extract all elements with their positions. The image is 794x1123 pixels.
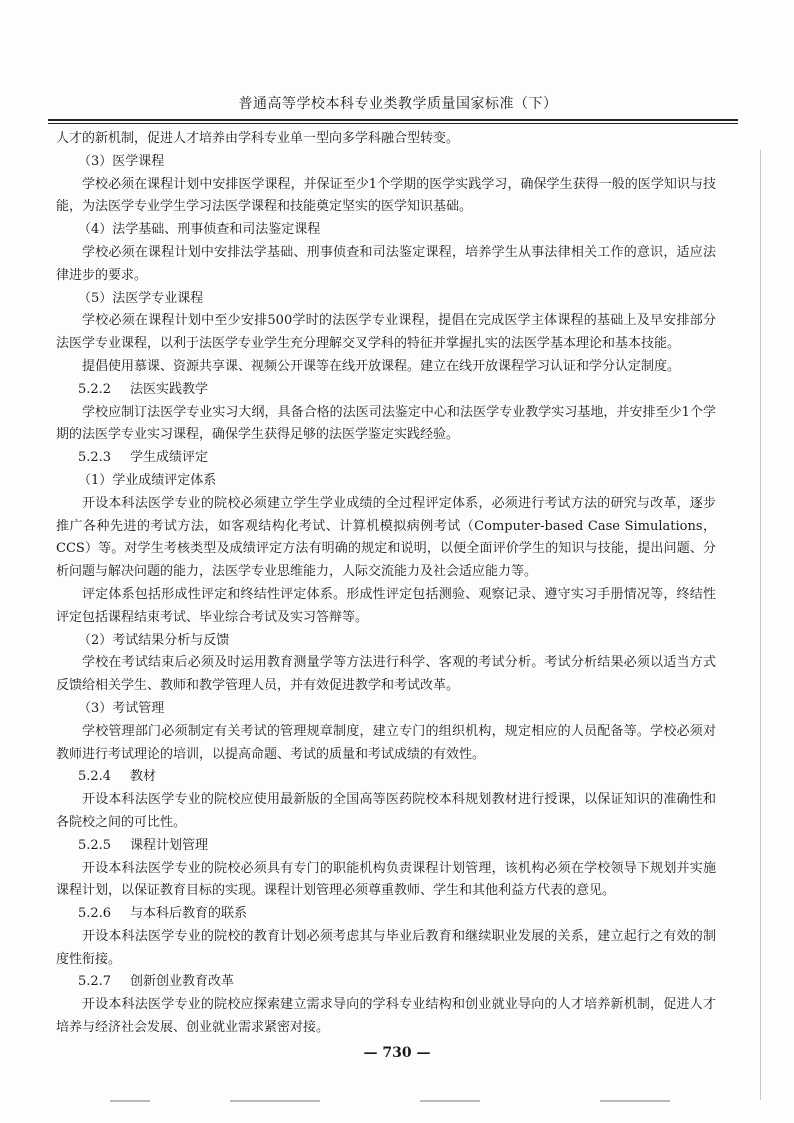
scan-speck (600, 1100, 670, 1102)
section-number: 5.2.2 (78, 381, 112, 397)
section-title: 创新创业教育改革 (130, 974, 235, 990)
section-number: 5.2.7 (78, 974, 112, 990)
section-heading (56, 835, 716, 858)
paragraph: 人才的新机制，促进人才培养由学科专业单一型向多学科融合型转变。 (56, 131, 460, 146)
paragraph: 开设本科法医学专业的院校的教育计划必须考虑其与毕业后教育和继续职业发展的关系，建立起行之有效的制度性衔接。 (56, 928, 716, 967)
section-title: 与本科后教育的联系 (130, 906, 248, 922)
section-heading (56, 766, 716, 789)
paragraph: 学校必须在课程计划中至少安排500学时的法医学专业课程，提倡在完成医学主体课程的基础上及早安排部分法医学专业课程，以利于法医学专业学生充分理解交叉学科的特征并掌握扎实的法医学基本理论和基本技能。 (56, 313, 716, 352)
paragraph: 学校在考试结束后必须及时运用教育测量学等方法进行科学、客观的考试分析。考试分析结果必须以适当方式反馈给相关学生、教师和教学管理人员，并有效促进教学和考试改革。 (56, 655, 716, 694)
scan-speck (230, 1100, 320, 1102)
section-number: 5.2.3 (78, 450, 112, 466)
body-text (56, 128, 716, 1040)
subsection-heading: （3）考试管理 (78, 700, 165, 716)
paragraph: 开设本科法医学专业的院校必须具有专门的职能机构负责课程计划管理，该机构必须在学校领导下规划并实施课程计划，以保证教育目标的实现。课程计划管理必须尊重教师、学生和其他利益方代表的意见。 (56, 860, 716, 899)
subsection-heading: （3）医学课程 (78, 153, 165, 169)
page-number: — 730 — (363, 1045, 431, 1061)
subsection-heading: （5）法医学专业课程 (78, 290, 204, 306)
section-heading (56, 903, 716, 926)
scan-edge-line (760, 150, 761, 1100)
subsection-heading: （4）法学基础、刑事侦查和司法鉴定课程 (78, 222, 321, 238)
scan-speck (420, 1100, 480, 1102)
section-title: 法医实践教学 (130, 381, 209, 397)
subsection-heading: （1）学业成绩评定体系 (78, 472, 217, 488)
paragraph: 学校必须在课程计划中安排法学基础、刑事侦查和司法鉴定课程，培养学生从事法律相关工作的意识，适应法律进步的要求。 (56, 244, 716, 283)
section-heading (56, 379, 716, 402)
subsection-heading: （2）考试结果分析与反馈 (78, 632, 230, 648)
header-rule (48, 119, 738, 121)
section-title: 学生成绩评定 (130, 450, 209, 466)
section-number: 5.2.4 (78, 769, 112, 785)
paragraph: 学校管理部门必须制定有关考试的管理规章制度，建立专门的组织机构，规定相应的人员配备等。学校必须对教师进行考试理论的培训，以提高命题、考试的质量和考试成绩的有效性。 (56, 723, 716, 762)
paragraph: 提倡使用慕课、资源共享课、视频公开课等在线开放课程。建立在线开放课程学习认证和学分认定制度。 (82, 358, 681, 374)
paragraph: 开设本科法医学专业的院校必须建立学生学业成绩的全过程评定体系，必须进行考试方法的研究与改革，逐步推广各种先进的考试方法，如客观结构化考试、计算机模拟病例考试（Computer-based Case Simulations，CCS）等。对学生考核类型及成绩评定方法有明确的规定和说明，以便全面评价学生的知识与技能，提出问题、分析问题与解决问题的能力，法医学专业思维能力，人际交流能力及社会适应能力等。 (56, 495, 716, 580)
section-heading (56, 447, 716, 470)
paragraph: 开设本科法医学专业的院校应使用最新版的全国高等医药院校本科规划教材进行授课，以保证知识的准确性和各院校之间的可比性。 (56, 792, 716, 830)
paragraph: 评定体系包括形成性评定和终结性评定体系。形成性评定包括测验、观察记录、遵守实习手册情况等，终结性评定包括课程结束考试、毕业综合考试及实习答辩等。 (56, 586, 716, 625)
section-title: 课程计划管理 (130, 837, 209, 853)
header-rule-thin (48, 123, 738, 124)
running-header: 普通高等学校本科专业类教学质量国家标准（下） (238, 96, 558, 112)
paragraph: 学校应制订法医学专业实习大纲，具备合格的法医司法鉴定中心和法医学专业教学实习基地，并安排至少1个学期的法医学专业实习课程，确保学生获得足够的法医学鉴定实践经验。 (56, 404, 716, 443)
section-heading (56, 971, 716, 994)
paragraph: 开设本科法医学专业的院校应探索建立需求导向的学科专业结构和创业就业导向的人才培养新机制，促进人才培养与经济社会发展、创业就业需求紧密对接。 (56, 997, 716, 1036)
section-number: 5.2.6 (78, 906, 112, 922)
scan-speck (110, 1100, 150, 1102)
section-number: 5.2.5 (78, 837, 112, 853)
section-title: 教材 (130, 769, 157, 785)
paragraph: 学校必须在课程计划中安排医学课程，并保证至少1个学期的医学实践学习，确保学生获得一般的医学知识与技能，为法医学专业学生学习法医学课程和技能奠定坚实的医学知识基础。 (56, 176, 716, 215)
